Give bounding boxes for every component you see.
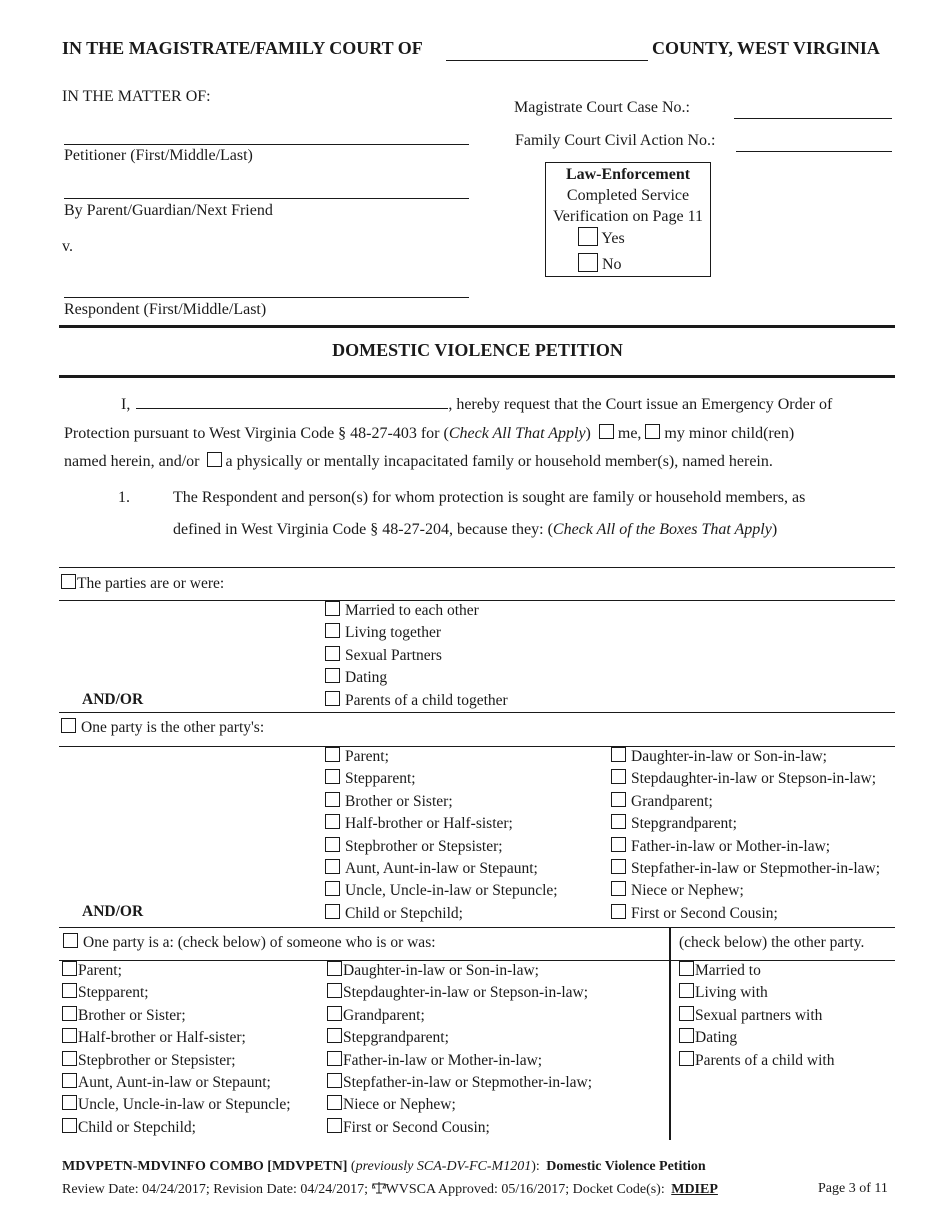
item1-line2-a: defined in West Virginia Code § 48-27-204, because they: ( [173,521,553,538]
relationship-b2-option [611,746,827,768]
relationship-c2-label: Stepfather-in-law or Stepmother-in-law; [343,1074,593,1091]
relationship-c1-checkbox[interactable] [62,1118,77,1133]
intro-line2-italic: Check All That Apply [448,425,586,442]
form-title: DOMESTIC VIOLENCE PETITION [332,340,623,360]
relationship-b2-checkbox[interactable] [611,769,626,784]
relationship-c2-label: Niece or Nephew; [343,1096,456,1114]
relationship-c3-label: Parents of a child with [695,1051,835,1069]
relationship-c2-label: Stepgrandparent; [343,1029,449,1047]
relationship-b1-option [325,791,453,813]
relationship-b2-checkbox[interactable] [611,814,626,829]
relationship-b2-checkbox[interactable] [611,859,626,874]
relationship-c2-checkbox[interactable] [327,961,342,976]
relationship-b1-label: Aunt, Aunt-in-law or Stepaunt; [345,860,538,877]
relationship-b2-label: Stepdaughter-in-law or Stepson-in-law; [631,770,877,788]
court-heading [62,38,423,59]
relationship-b1-option [325,903,463,925]
relationship-c1-checkbox[interactable] [62,1073,77,1088]
relationship-c3-checkbox[interactable] [679,1006,694,1021]
relationship-c1-option [62,982,149,1004]
footer-approved: WVSCA Approved: 05/16/2017; Docket Code(s): [385,1182,665,1197]
relationship-a-label: Parents of a child together [345,691,508,709]
section-b-andor: AND/OR [82,903,144,920]
petitioner-name-blank[interactable] [136,408,448,409]
relationship-c3-label: Married to [695,962,761,979]
magistrate-case-label: Magistrate Court Case No.: [514,99,690,116]
relationship-c2-label: Grandparent; [343,1006,425,1024]
relationship-c1-checkbox[interactable] [62,1095,77,1110]
footer-line2 [62,1181,718,1198]
section-b-checkbox[interactable] [61,718,76,733]
relationship-b2-option [611,858,880,880]
relationship-c2-option [327,1050,542,1072]
relationship-b2-option [611,880,744,902]
family-court-label: Family Court Civil Action No.: [515,132,716,149]
intro-line3 [64,452,773,471]
relationship-c1-label: Parent; [78,962,122,979]
relationship-c1-checkbox[interactable] [62,983,77,998]
relationship-c1-label: Stepparent; [78,984,149,1002]
relationship-b1-option [325,880,558,902]
relationship-a-option [325,690,508,712]
intro-line3-a: named herein, and/or [64,453,200,470]
relationship-c3-checkbox[interactable] [679,1028,694,1043]
footer-form-name: Domestic Violence Petition [546,1159,706,1174]
relationship-b2-option [611,791,713,813]
guardian-label: By Parent/Guardian/Next Friend [64,202,273,219]
relationship-a-checkbox[interactable] [325,646,340,661]
relationship-b2-label: Father-in-law or Mother-in-law; [631,837,831,855]
le-no-option [578,253,622,276]
relationship-a-option [325,622,441,644]
relationship-a-option [325,600,479,622]
relationship-b2-checkbox[interactable] [611,881,626,896]
footer-line1 [62,1159,706,1175]
intro-line2-b: ) [585,425,591,442]
versus: v. [62,238,73,255]
relationship-c2-option [327,982,588,1004]
item1-line2 [173,521,777,539]
relationship-b2-label: First or Second Cousin; [631,904,778,922]
le-yes-label: Yes [601,230,625,247]
relationship-b1-option [325,746,389,768]
relationship-b2-checkbox[interactable] [611,904,626,919]
relationship-c2-checkbox[interactable] [327,1118,342,1133]
relationship-a-label: Dating [345,669,388,687]
relationship-c1-option [62,1027,246,1049]
relationship-c2-option [327,1094,456,1116]
relationship-c1-option [62,960,122,982]
footer-paren-open: ( [350,1159,356,1174]
petitioner-label: Petitioner (First/Middle/Last) [64,147,253,164]
relationship-c1-checkbox[interactable] [62,1028,77,1043]
footer-paren-close: ): [531,1159,540,1174]
relationship-c2-label: Father-in-law or Mother-in-law; [343,1051,543,1069]
relationship-c1-label: Aunt, Aunt-in-law or Stepaunt; [78,1074,271,1091]
relationship-b2-checkbox[interactable] [611,792,626,807]
relationship-c1-label: Uncle, Uncle-in-law or Stepuncle; [78,1096,291,1114]
relationship-c2-option [327,1005,425,1027]
section-b-heading [61,717,264,739]
relationship-c1-label: Half-brother or Half-sister; [78,1029,246,1047]
relationship-b1-label: Stepbrother or Stepsister; [345,837,503,855]
guardian-line[interactable] [64,198,469,199]
le-no-checkbox[interactable] [578,253,598,272]
relationship-c3-label: Living with [695,984,768,1002]
in-the-matter-of: IN THE MATTER OF: [62,88,211,105]
relationship-c2-checkbox[interactable] [327,983,342,998]
relationship-c1-checkbox[interactable] [62,1051,77,1066]
relationship-c2-label: Stepdaughter-in-law or Stepson-in-law; [343,984,589,1002]
respondent-label: Respondent (First/Middle/Last) [64,301,267,318]
relationship-c2-label: Daughter-in-law or Son-in-law; [343,962,539,979]
section-c-heading-label: One party is a: (check below) of someone who is or was: [83,934,436,951]
relationship-c1-label: Child or Stepchild; [78,1118,196,1136]
relationship-c2-option [327,1027,449,1049]
relationship-b1-label: Brother or Sister; [345,792,453,810]
relationship-c1-option [62,1094,291,1116]
relationship-b1-checkbox[interactable] [325,814,340,829]
relationship-b1-label: Stepparent; [345,770,416,788]
magistrate-case-input[interactable] [734,118,892,119]
relationship-b2-checkbox[interactable] [611,837,626,852]
relationship-c2-option [327,1072,592,1094]
me-checkbox[interactable] [599,424,614,439]
footer-page-number: Page 3 of 11 [818,1181,888,1196]
intro-request: , hereby request that the Court issue an Emergency Order of [448,396,833,413]
relationship-c3-option [679,982,768,1004]
relationship-b2-option [611,768,876,790]
county-blank[interactable] [446,60,648,61]
section-a-andor: AND/OR [82,691,144,708]
footer-previously: previously SCA-DV-FC-M1201 [355,1159,532,1174]
relationship-c2-checkbox[interactable] [327,1073,342,1088]
relationship-c3-checkbox[interactable] [679,1051,694,1066]
relationship-c3-option [679,1005,822,1027]
intro-line3-b: a physically or mentally incapacitated family or household member(s), named herein. [225,453,773,470]
item1-number: 1. [118,489,130,506]
relationship-a-label: Sexual Partners [345,646,442,664]
relationship-b1-label: Uncle, Uncle-in-law or Stepuncle; [345,882,558,900]
relationship-b1-option [325,813,513,835]
law-enforcement-box [545,162,711,277]
intro-i: I, [121,396,131,413]
relationship-a-label: Living together [345,624,441,642]
relationship-c3-label: Sexual partners with [695,1006,823,1024]
item1-line2-italic: Check All of the Boxes That Apply [552,521,772,538]
relationship-c2-checkbox[interactable] [327,1028,342,1043]
relationship-b2-option [611,836,830,858]
relationship-c2-checkbox[interactable] [327,1006,342,1021]
relationship-b1-option [325,858,538,880]
intro-line2-a: Protection pursuant to West Virginia Code § 48-27-403 for ( [64,425,449,442]
section-b-heading-label: One party is the other party's: [81,719,265,736]
relationship-b1-checkbox[interactable] [325,747,340,762]
section-c-divider [669,927,671,1140]
relationship-a-checkbox[interactable] [325,601,340,616]
relationship-b1-label: Half-brother or Half-sister; [345,815,513,833]
relationship-b1-option [325,836,503,858]
relationship-c1-option [62,1005,186,1027]
section-a-checkbox[interactable] [61,574,76,589]
relationship-a-label: Married to each other [345,602,479,619]
title-rule-top [59,325,895,328]
footer-form-code: MDVPETN-MDVINFO COMBO [MDVPETN] [62,1159,348,1174]
section-c-rule-top [59,927,895,928]
relationship-c1-label: Stepbrother or Stepsister; [78,1051,236,1069]
section-a-rule-top [59,567,895,568]
relationship-c1-label: Brother or Sister; [78,1006,186,1024]
relationship-a-checkbox[interactable] [325,668,340,683]
court-heading-prefix: IN THE MAGISTRATE/FAMILY COURT OF [62,38,423,58]
intro-line1 [121,396,832,414]
relationship-b2-label: Stepfather-in-law or Stepmother-in-law; [631,860,881,877]
relationship-b1-label: Parent; [345,748,389,765]
relationship-b2-checkbox[interactable] [611,747,626,762]
relationship-b1-label: Child or Stepchild; [345,904,463,922]
relationship-c1-checkbox[interactable] [62,1006,77,1021]
intro-line2 [64,424,794,443]
petitioner-line[interactable] [64,144,469,145]
law-enforcement-line1: Completed Service [566,187,690,204]
relationship-b1-checkbox[interactable] [325,881,340,896]
relationship-c1-option [62,1072,271,1094]
law-enforcement-title: Law-Enforcement [565,166,691,183]
le-yes-checkbox[interactable] [578,227,598,246]
section-c-right-heading: (check below) the other party. [679,934,865,951]
relationship-a-checkbox[interactable] [325,623,340,638]
incapacitated-member-checkbox[interactable] [207,452,222,467]
relationship-b1-checkbox[interactable] [325,792,340,807]
relationship-b2-label: Grandparent; [631,792,713,810]
law-enforcement-line2: Verification on Page 11 [552,208,704,225]
item1-line1: The Respondent and person(s) for whom protection is sought are family or household members, as [173,489,806,506]
relationship-c3-option [679,960,761,982]
relationship-b1-checkbox[interactable] [325,769,340,784]
scales-icon [372,1181,386,1194]
le-no-label: No [602,256,622,273]
relationship-c2-label: First or Second Cousin; [343,1118,490,1136]
section-b-rule-top [59,712,895,713]
relationship-b2-label: Stepgrandparent; [631,815,737,833]
title-rule-bottom [59,375,895,378]
family-court-input[interactable] [736,151,892,152]
section-c-checkbox[interactable] [63,933,78,948]
relationship-c1-option [62,1117,196,1139]
me-label: me, [617,425,642,442]
relationship-c3-option [679,1050,834,1072]
court-heading-suffix: COUNTY, WEST VIRGINIA [652,38,880,58]
relationship-b2-label: Niece or Nephew; [631,882,744,900]
minor-child-checkbox[interactable] [645,424,660,439]
relationship-b2-option [611,813,737,835]
section-a-heading [61,573,224,595]
footer-docket-code: MDIEP [671,1182,718,1197]
relationship-b1-checkbox[interactable] [325,904,340,919]
le-yes-option [578,227,625,250]
relationship-c2-checkbox[interactable] [327,1095,342,1110]
relationship-b1-option [325,768,416,790]
relationship-c3-checkbox[interactable] [679,983,694,998]
respondent-line[interactable] [64,297,469,298]
relationship-a-option [325,667,387,689]
relationship-c1-option [62,1050,236,1072]
relationship-b1-checkbox[interactable] [325,837,340,852]
relationship-b1-checkbox[interactable] [325,859,340,874]
relationship-b2-label: Daughter-in-law or Son-in-law; [631,748,827,765]
relationship-c3-checkbox[interactable] [679,961,694,976]
section-a-heading-label: The parties are or were: [77,575,225,592]
relationship-c2-checkbox[interactable] [327,1051,342,1066]
relationship-a-checkbox[interactable] [325,691,340,706]
minor-child-label: my minor child(ren) [664,425,795,442]
relationship-c2-option [327,1117,490,1139]
footer-review-dates: Review Date: 04/24/2017; Revision Date: 04/24/2017; [62,1182,369,1197]
relationship-c2-option [327,960,539,982]
relationship-c3-option [679,1027,737,1049]
section-c-heading [63,932,436,954]
relationship-c1-checkbox[interactable] [62,961,77,976]
relationship-a-option [325,645,442,667]
relationship-b2-option [611,903,778,925]
item1-line2-b: ) [771,521,778,538]
relationship-c3-label: Dating [695,1029,738,1047]
